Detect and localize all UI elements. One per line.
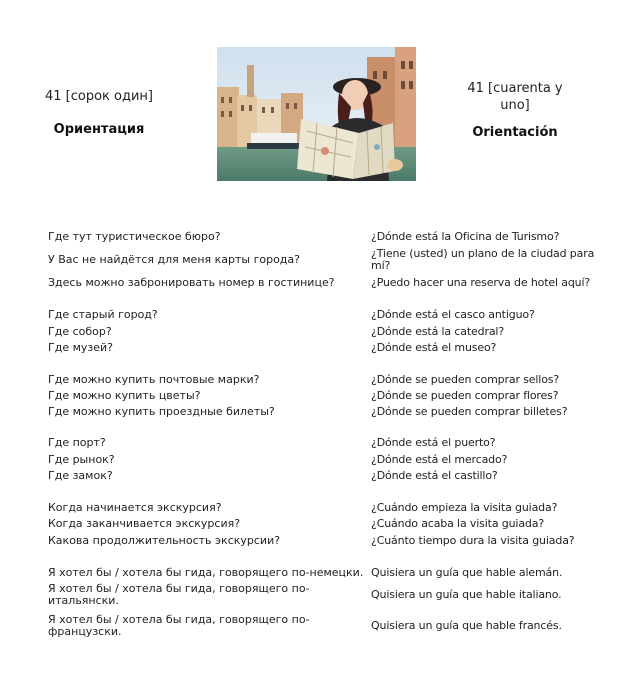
phrase-es: ¿Dónde está el casco antiguo? bbox=[371, 308, 535, 321]
phrase-ru: Где порт? bbox=[48, 436, 106, 449]
phrase-ru: Где собор? bbox=[48, 325, 112, 338]
phrase-es: ¿Dónde se pueden comprar billetes? bbox=[371, 405, 568, 418]
phrase-es: ¿Dónde está el museo? bbox=[371, 341, 497, 354]
phrase-ru: Когда заканчивается экскурсия? bbox=[48, 517, 241, 530]
phrase-es: ¿Tiene (usted) un plano de la ciudad para mí? bbox=[371, 247, 595, 272]
phrase-es: Quisiera un guía que hable alemán. bbox=[371, 566, 563, 579]
lesson-photo bbox=[217, 47, 416, 181]
phrase-es: Quisiera un guía que hable italiano. bbox=[371, 588, 562, 601]
phrase-es: ¿Dónde está la catedral? bbox=[371, 325, 505, 338]
lesson-number-es: 41 [cuarenta y uno] bbox=[467, 81, 563, 113]
phrase-es: ¿Dónde está el puerto? bbox=[371, 436, 496, 449]
phrase-es: ¿Cuándo acaba la visita guiada? bbox=[371, 517, 545, 530]
phrase-es: Quisiera un guía que hable francés. bbox=[371, 619, 562, 632]
phrase-ru: Я хотел бы / хотела бы гида, говорящего по-итальянски. bbox=[48, 582, 310, 607]
phrase-ru: Где старый город? bbox=[48, 308, 158, 321]
phrase-ru: У Вас не найдётся для меня карты города? bbox=[48, 253, 300, 266]
header-right bbox=[456, 80, 574, 140]
phrase-ru: Где можно купить почтовые марки? bbox=[48, 373, 260, 386]
lesson-title-ru: Ориентация bbox=[53, 122, 145, 137]
phrase-es: ¿Dónde está la Oficina de Turismo? bbox=[371, 230, 560, 243]
phrase-es: ¿Cuándo empieza la visita guiada? bbox=[371, 501, 558, 514]
lesson-number-ru: 41 [сорок один] bbox=[45, 89, 153, 104]
phrase-ru: Где замок? bbox=[48, 469, 113, 482]
header-left bbox=[30, 88, 168, 137]
phrase-ru: Когда начинается экскурсия? bbox=[48, 501, 222, 514]
phrase-es: ¿Dónde se pueden comprar sellos? bbox=[371, 373, 560, 386]
phrase-ru: Где музей? bbox=[48, 341, 113, 354]
phrase-ru: Где можно купить цветы? bbox=[48, 389, 201, 402]
phrase-ru: Я хотел бы / хотела бы гида, говорящего по-немецки. bbox=[48, 566, 364, 579]
tourist-with-map-photo-icon bbox=[217, 47, 416, 181]
lesson-title-es: Orientación bbox=[472, 125, 558, 140]
phrase-ru: Где можно купить проездные билеты? bbox=[48, 405, 275, 418]
phrase-es: ¿Dónde se pueden comprar flores? bbox=[371, 389, 559, 402]
phrase-ru: Здесь можно забронировать номер в гостинице? bbox=[48, 276, 335, 289]
phrase-ru: Я хотел бы / хотела бы гида, говорящего по-французски. bbox=[48, 613, 310, 638]
phrase-ru: Где тут туристическое бюро? bbox=[48, 230, 221, 243]
phrase-es: ¿Dónde está el castillo? bbox=[371, 469, 498, 482]
phrase-es: ¿Dónde está el mercado? bbox=[371, 453, 508, 466]
phrase-es: ¿Cuánto tiempo dura la visita guiada? bbox=[371, 534, 575, 547]
phrase-es: ¿Puedo hacer una reserva de hotel aquí? bbox=[371, 276, 591, 289]
phrase-ru: Какова продолжительность экскурсии? bbox=[48, 534, 281, 547]
phrase-ru: Где рынок? bbox=[48, 453, 115, 466]
